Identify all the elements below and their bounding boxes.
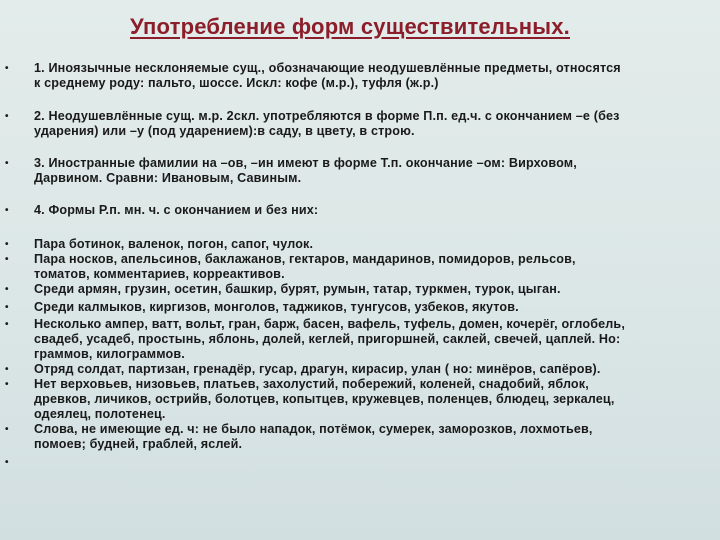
- list-item-text: Слова, не имеющие ед. ч: не было нападок, потёмок, сумерек, заморозков, лохмотьев, помоев; будней, граблей, яслей.: [34, 422, 593, 451]
- bullet-icon: •: [5, 63, 9, 74]
- list-item-text: Среди калмыков, киргизов, монголов, таджиков, тунгусов, узбеков, якутов.: [34, 300, 519, 314]
- bullet-icon: •: [5, 158, 9, 169]
- list-item-text: 4. Формы Р.п. мн. ч. с окончанием и без них:: [34, 203, 319, 217]
- list-item-text: Среди армян, грузин, осетин, башкир, бурят, румын, татар, туркмен, турок, цыган.: [34, 282, 561, 296]
- list-item-text: Пара носков, апельсинов, баклажанов, гектаров, мандаринов, помидоров, рельсов, томатов, комментариев, корреактивов.: [34, 252, 576, 281]
- bullet-icon: •: [5, 457, 9, 468]
- bullet-icon: •: [5, 239, 9, 250]
- list-item-text: 2. Неодушевлённые сущ. м.р. 2скл. употребляются в форме П.п. ед.ч. с окончанием –е (без ударения) или –у (под ударением):в саду, в цвету, в строю.: [34, 109, 620, 138]
- list-item-text: Отряд солдат, партизан, гренадёр, гусар, драгун, кирасир, улан ( но: минёров, сапёров).: [34, 362, 601, 376]
- list-item-text: Пара ботинок, валенок, погон, сапог, чулок.: [34, 237, 314, 251]
- list-item-text: Несколько ампер, ватт, вольт, гран, барж, басен, вафель, туфель, домен, кочерёг, оглобель, свадеб, усадеб, простынь, яблонь, долей, кеглей, пригоршней, саклей, свечей, цаплей. Но: граммов, килограммов.: [34, 317, 625, 361]
- bullet-icon: •: [5, 111, 9, 122]
- bullet-icon: •: [5, 254, 9, 265]
- list-item-text: Нет верховьев, низовьев, платьев, захолустий, побережий, коленей, снадобий, яблок, древков, личиков, острийв, болотцев, копытцев, кружевцев, поленцев, блюдец, зеркалец, одеялец, полотенец.: [34, 377, 615, 421]
- bullet-icon: •: [5, 364, 9, 375]
- bullet-icon: •: [5, 319, 9, 330]
- page-title: Употребление форм существительных.: [129, 14, 570, 39]
- bullet-icon: •: [5, 302, 9, 313]
- bullet-icon: •: [5, 205, 9, 216]
- list-item-text: 1. Иноязычные несклоняемые сущ., обозначающие неодушевлённые предметы, относятся к среднему роду: пальто, шоссе. Искл: кофе (м.р.), туфля (ж.р.): [34, 61, 621, 90]
- list-item-text: 3. Иностранные фамилии на –ов, –ин имеют в форме Т.п. окончание –ом: Вирховом, Дарвином. Сравни: Ивановым, Савиным.: [34, 156, 577, 185]
- bullet-icon: •: [5, 379, 9, 390]
- bullet-icon: •: [5, 424, 9, 435]
- bullet-icon: •: [5, 284, 9, 295]
